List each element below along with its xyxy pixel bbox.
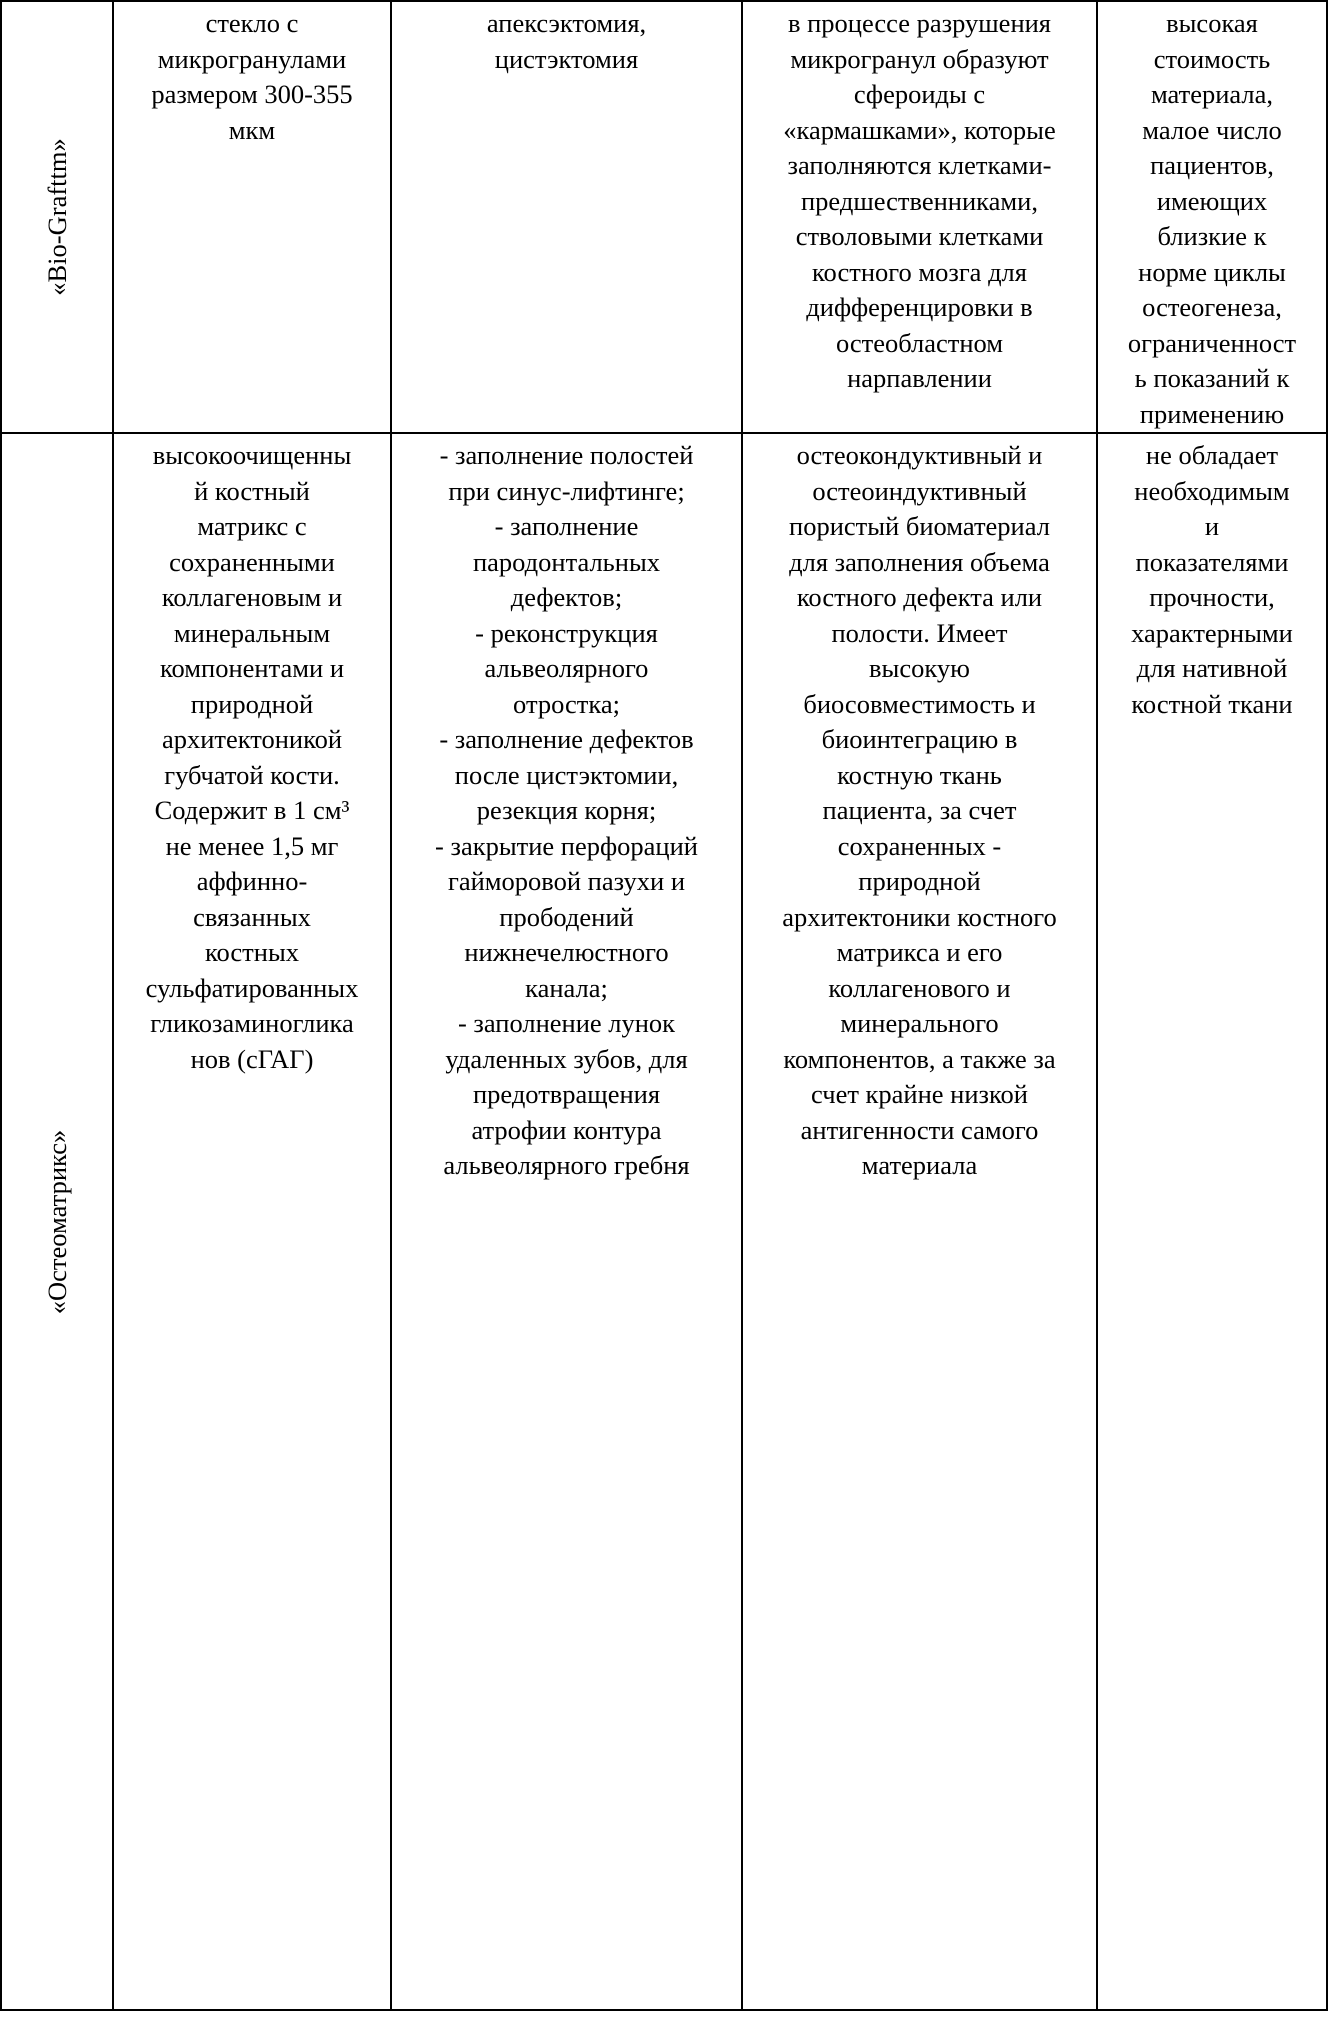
drawbacks-text: высокая стоимость материала, малое число пациентов, имеющих близкие к норме циклы остеогенеза, ограниченност ь показаний к применению — [1127, 8, 1297, 429]
table-row-osteomatrix — [1, 433, 1327, 2010]
composition-cell — [113, 433, 391, 2010]
material-name-cell — [1, 433, 113, 2010]
drawbacks-cell — [1097, 1, 1327, 433]
composition-text: стекло с микрогранулами размером 300-355 мкм — [151, 8, 353, 145]
indications-text: - заполнение полостей при синус-лифтинге; - заполнение пародонтальных дефектов; - реконструкция альвеолярного отростка; - заполнение дефектов после цистэктомии, резекция корня; - закрытие перфораций гайморовой пазухи и прободений нижнечелюстного канала; - заполнение лунок удаленных зубов, для предотвращения атрофии контура альвеолярного гребня — [435, 440, 698, 1180]
drawbacks-text: не обладает необходимым и показателями прочности, характерными для нативной костной ткани — [1131, 440, 1293, 719]
composition-text: высокоочищенны й костный матрикс с сохраненными коллагеновым и минеральным компонентами и природной архитектоникой губчатой кости. Содержит в 1 см³ не менее 1,5 мг аффинно- связанных костных сульфатированных гликозаминоглика нов (сГАГ) — [145, 440, 359, 1074]
mechanism-text: в процессе разрушения микрогранул образуют сфероиды с «кармашками», которые заполняются клетками- предшественниками, стволовыми клетками костного мозга для дифференцировки в остеобластном нарпавлении — [783, 8, 1056, 393]
mechanism-cell — [742, 1, 1097, 433]
table-row-bio-graft — [1, 1, 1327, 433]
material-name: «Остеоматрикс» — [42, 1129, 72, 1314]
mechanism-text: остеокондуктивный и остеоиндуктивный пористый биоматериал для заполнения объема костного дефекта или полости. Имеет высокую биосовместимость и биоинтеграцию в костную ткань пациента, за счет сохраненных - природной архитектоники костного матрикса и его коллагенового и минерального компонентов, а также за счет крайне низкой антигенности самого материала — [782, 440, 1057, 1180]
material-name-cell — [1, 1, 113, 433]
mechanism-cell — [742, 433, 1097, 2010]
indications-cell — [391, 1, 742, 433]
indications-cell — [391, 433, 742, 2010]
material-name: «Bio-Grafttm» — [42, 138, 72, 296]
drawbacks-cell — [1097, 433, 1327, 2010]
composition-cell — [113, 1, 391, 433]
indications-text: апексэктомия, цистэктомия — [486, 8, 647, 74]
